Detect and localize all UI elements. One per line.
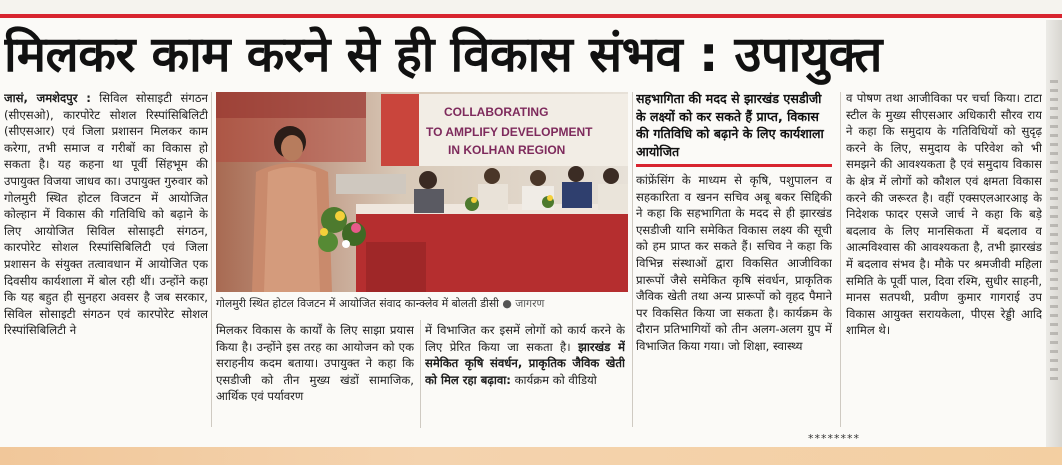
top-red-rule [0,14,1062,18]
page-edge [1046,20,1062,465]
article-subhead: सहभागिता की मदद से झारखंड एसडीजी के लक्ष्यों को कर सकते हैं प्राप्त, विकास की गतिविधि को बढ़ाने के लिए कार्यशाला आयोजित [636,91,824,159]
article-headline: मिलकर काम करने से ही विकास संभव : उपायुक्त [4,26,882,83]
caption-text: गोलमुरी स्थित होटल विजटन में आयोजित संवाद कान्क्लेव में बोलती डीसी [216,297,499,310]
column-3-text: में विभाजित कर इसमें लोगों को कार्य करने के लिए प्रेरित किया जा सकता है। [425,323,625,354]
column-divider [420,320,421,428]
dateline: जासं, जमशेदपुर : [4,91,91,105]
subhead-red-rule [636,164,832,167]
column-3-tail: कार्यक्रम को वीडियो [514,372,597,387]
page-bottom-band [0,447,1062,465]
column-3-bold-run: झारखंड में समेकित कृषि संवर्धन, प्राकृतिक जैविक खेती को मिल रहा बढ़ावा: [425,339,625,387]
caption-credit: ● जागरण [502,297,545,310]
article-column-1 [4,90,208,432]
column-5-text: व पोषण तथा आजीविका पर चर्चा किया। टाटा स्टील के मुख्य सीएसआर अधिकारी सौरव राय ने कहा कि समुदाय के गतिविधियों को सुदृढ़ करने के लिए, समुदाय के परिवेश को भी समझने की आवश्यकता है एवं समुदाय विकास के क्षेत्र में लोगों को कौशल एवं क्षमता विकास करने की जरूरत है। वहीं एक्सएलआरआइ के निदेशक फादर एसजे जार्च ने कहा कि बड़े बदलाव के लिए मानसिकता में बदलाव व आत्मविश्वास की आवश्यकता है, तभी झारखंड में बदलाव संभव है। मौके पर श्रमजीवी महिला समिति के पूर्वी पाल, दिवा रश्मि, सुधीर साहनी, मानस सतपथी, प्रवीण कुमार गागराई उप विकास आयुक्त सरायकेला, पीएस रेड्डी आदि शामिल थे। [846,91,1042,338]
photo-caption [216,294,628,314]
page-top-strip [0,0,1062,14]
column-divider [632,92,633,427]
banner-line-1: COLLABORATING [444,105,549,119]
article-column-2 [216,322,414,432]
column-1-text: सिविल सोसाइटी संगठन (सीएसओ), कारपोरेट सोशल रिस्पांसिबिलिटी (सीएसआर) एवं जिला प्रशासन मिलकर काम करेगा, तभी समाज व गरीबों का विकास हो सकता है। यह कहना था पूर्वी सिंहभूम की उपायुक्त विजया जाधव का। उपायुक्त गुरुवार को गोलमुरी स्थित होटल विजटन में आयोजित कोल्हान में विकास की गतिविधि को बढ़ाने के लिए आयोजित सिविल सोसाइटी संगठन, कारपोरेट सोशल रिस्पांसिबिलिटी एवं जिला प्रशासन के संयुक्त तत्वावधान में आयोजित एक दिवसीय कार्यशाला में बोल रही थीं। उन्होंने कहा कि यह बहुत ही सुनहरा अवसर है जब सरकार, सिविल सोसाइटी संगठन एवं कारपोरेट सोशल रिस्पांसिबिलिटी ने [4,91,208,338]
article-column-5 [846,90,1042,430]
column-divider [840,92,841,427]
column-divider [211,92,212,427]
banner-line-2: TO AMPLIFY DEVELOPMENT [426,125,593,139]
column-4-text: कांफ्रेंसिंग के माध्यम से कृषि, पशुपालन व सहकारिता व खनन सचिव अबू बकर सिद्दिकी ने कहा कि सहभागिता के मदद से ही झारखंड एसडीजी यानि समेकित विकास लक्ष्य की सूची को हम प्राप्त कर सकते हैं। सचिव ने कहा कि विभिन्न संस्थाओं द्वारा विकसित आजीविका प्रारूपों जैसे समेकित कृषि संवर्धन, प्राकृतिक जैविक खेती तथा अन्य प्रारूपों को वृहद पैमाने पर विकसित किया जा सकता है। कार्यक्रम के दौरान प्रतिभागियों को तीन अलग-अलग ग्रुप में विभाजित किया गया। जो शिक्षा, स्वास्थ्य [636,173,832,353]
end-mark: ******** [808,432,860,445]
article-column-3 [425,322,625,432]
article-column-4 [636,172,832,430]
article-photo [216,92,628,292]
column-2-text: मिलकर विकास के कार्यों के लिए साझा प्रयास किया है। उन्होंने इस तरह का आयोजन को एक सराहनीय कदम बताया। उपायुक्त ने कहा कि एसडीजी को तीन मुख्य खंडों सामाजिक, आर्थिक एवं पर्यावरण [216,323,414,404]
banner-line-3: IN KOLHAN REGION [448,143,566,157]
